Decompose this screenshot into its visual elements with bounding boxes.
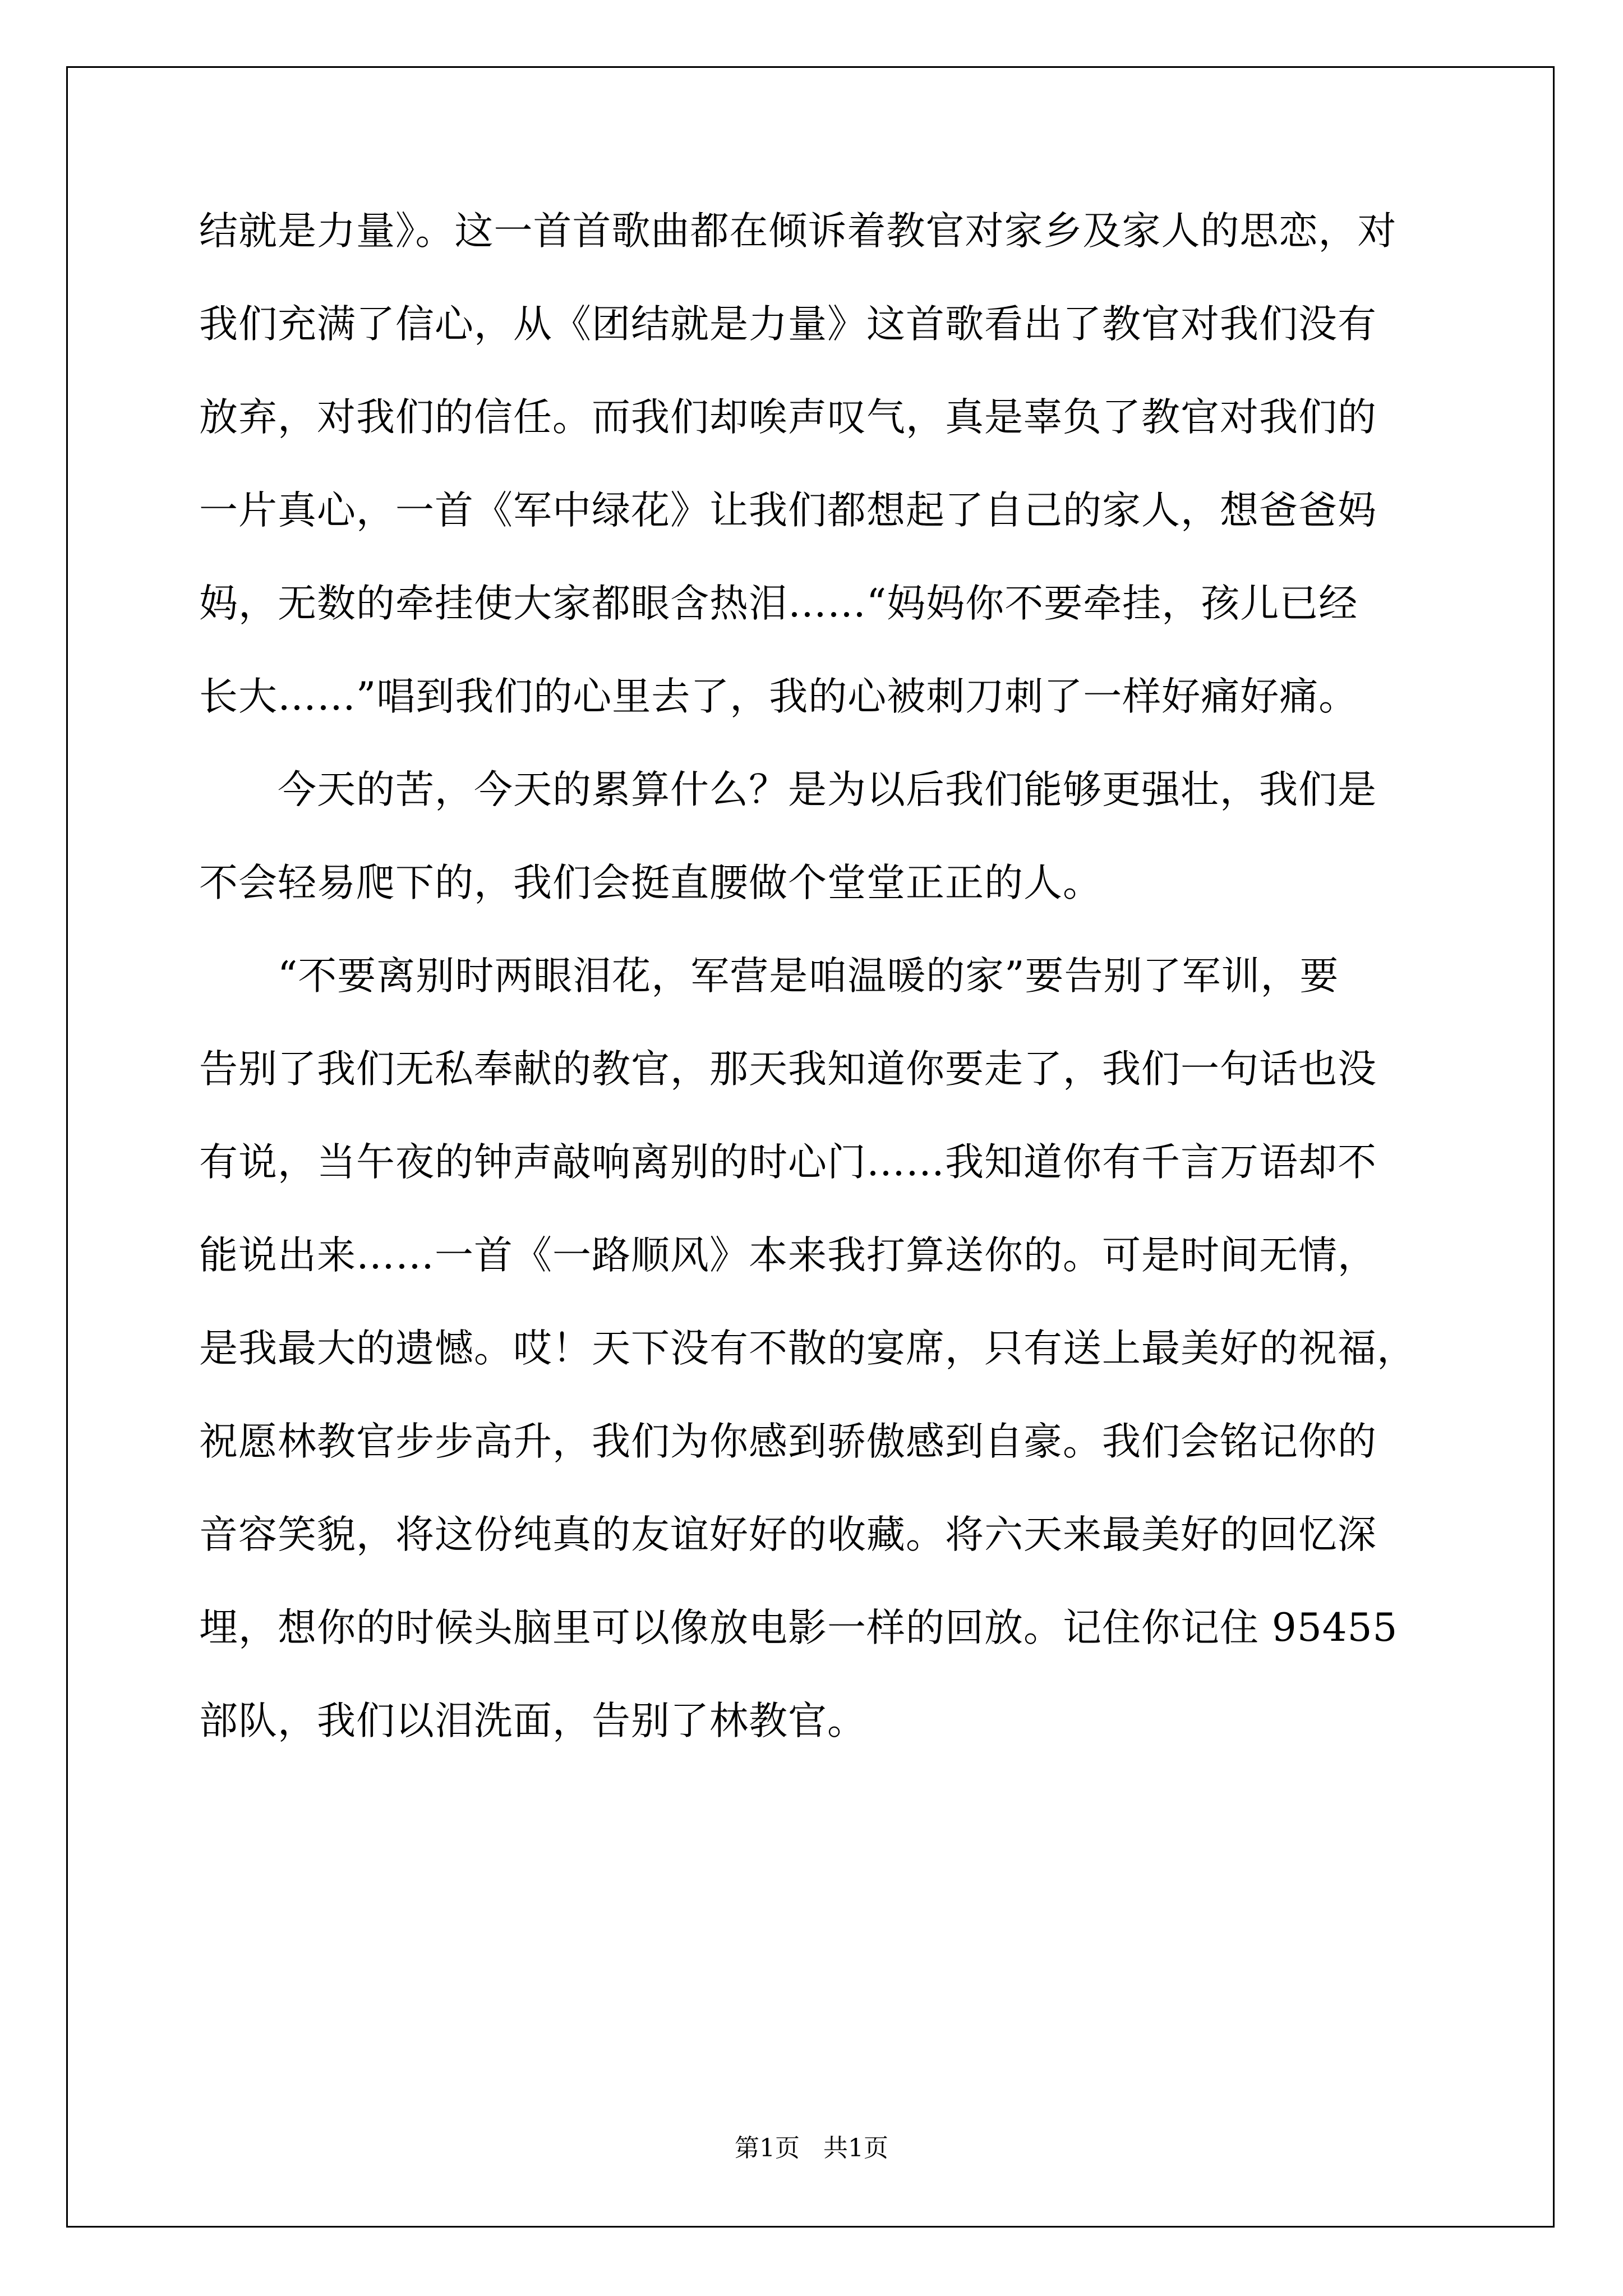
text-line-8: 不会轻易爬下的，我们会挺直腰做个堂堂正正的人。 — [199, 861, 1102, 905]
text-line-3: 放弃，对我们的信任。而我们却唉声叹气，真是辜负了教官对我们的 — [199, 395, 1377, 440]
text-line-14: 祝愿林教官步步高升，我们为你感到骄傲感到自豪。我们会铭记你的 — [199, 1419, 1377, 1464]
text-line-9: “不要离别时两眼泪花，军营是咱温暖的家”要告别了军训，要 — [278, 954, 1339, 999]
text-line-5: 妈，无数的牵挂使大家都眼含热泪……“妈妈你不要牵挂，孩儿已经 — [199, 581, 1358, 626]
text-line-7: 今天的苦，今天的累算什么？是为以后我们能够更强壮，我们是 — [278, 767, 1377, 812]
text-line-17: 部队，我们以泪洗面，告别了林教官。 — [199, 1699, 866, 1743]
text-line-6: 长大……”唱到我们的心里去了，我的心被刺刀刺了一样好痛好痛。 — [199, 674, 1358, 719]
text-line-10: 告别了我们无私奉献的教官，那天我知道你要走了，我们一句话也没 — [199, 1047, 1377, 1092]
text-line-15: 音容笑貌，将这份纯真的友谊好好的收藏。将六天来最美好的回忆深 — [199, 1512, 1377, 1557]
text-line-4: 一片真心，一首《军中绿花》让我们都想起了自己的家人，想爸爸妈 — [199, 488, 1377, 533]
text-line-12: 能说出来……一首《一路顺风》本来我打算送你的。可是时间无情， — [199, 1233, 1377, 1278]
text-line-1: 结就是力量》。这一首首歌曲都在倾诉着教官对家乡及家人的思恋，对 — [199, 209, 1397, 254]
text-line-16: 埋，想你的时候头脑里可以像放电影一样的回放。记住你记住 95455 — [199, 1605, 1398, 1650]
text-line-2: 我们充满了信心，从《团结就是力量》这首歌看出了教官对我们没有 — [199, 302, 1377, 347]
text-line-11: 有说，当午夜的钟声敲响离别的时心门……我知道你有千言万语却不 — [199, 1140, 1377, 1185]
text-line-13: 是我最大的遗憾。哎！天下没有不散的宴席，只有送上最美好的祝福， — [199, 1326, 1416, 1371]
page-number-footer: 第1页 共1页 — [735, 2134, 888, 2162]
